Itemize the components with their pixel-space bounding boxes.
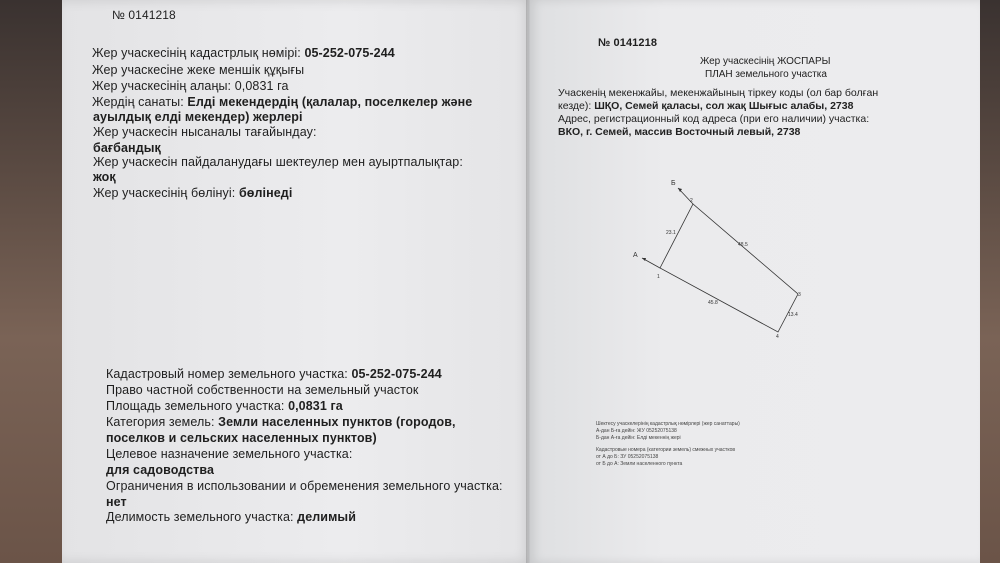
legend-kz-a-b: А-дан Б-ға дейін: ЖУ 05252075138 (596, 428, 677, 434)
legend-kz-b-a: Б-дан А-ға дейін: Елді мекеннің жері (596, 435, 681, 441)
kz-divisibility-line (93, 186, 292, 200)
point-b-label: Б (671, 180, 676, 187)
kz-right-line: Жер учаскесіне жеке меншік құқығы (92, 63, 305, 77)
legend-ru-a-b: от А до Б: ЗУ 05252075138 (596, 454, 659, 460)
ru-address-line (558, 126, 800, 138)
ru-area-label: Площадь земельного участка: (106, 399, 289, 413)
kz-cadastral-value: 05-252-075-244 (304, 46, 395, 60)
ru-purpose-value: для садоводства (106, 463, 215, 477)
ru-area-value: 0,0831 га (288, 399, 343, 413)
plan-title-ru: ПЛАН земельного участка (705, 69, 827, 80)
side-23-label: 48.5 (738, 242, 748, 248)
ru-restrictions-label: Ограничения в использовании и обременения земельного участка: (106, 479, 503, 493)
kz-category-value-2: ауылдық елді мекендер) жерлері (93, 110, 303, 124)
ru-divisibility-label: Делимость земельного участка: (106, 510, 298, 524)
side-34-label: 13.4 (788, 312, 798, 318)
ru-category-line-2 (106, 431, 377, 445)
land-plot-plan (620, 170, 820, 345)
ru-restrictions-value-line (106, 495, 127, 509)
kz-purpose-value-line (93, 141, 161, 155)
kz-area-line (92, 79, 289, 93)
kz-restrictions-value-line (93, 170, 116, 184)
ru-category-value-2: поселков и сельских населенных пунктов) (106, 431, 377, 445)
side-12-label: 23.1 (666, 230, 676, 236)
vertex-3-label: 3 (798, 292, 801, 298)
kz-restrictions-label: Жер учаскесін пайдаланудағы шектеулер мен ауыртпалықтар: (93, 155, 463, 169)
kz-category-value-1: Елді мекендердің (қалалар, поселкелер және (187, 95, 473, 109)
ru-divisibility-value: делимый (297, 510, 356, 524)
kz-divisibility-label: Жер учаскесінің бөлінуі: (93, 186, 239, 200)
legend-ru-b-a: от Б до А: Земли населенного пункта (596, 461, 683, 467)
plot-boundary (660, 204, 798, 332)
kz-area-label: Жер учаскесінің алаңы: (92, 79, 235, 93)
ru-address-label: Адрес, регистрационный код адреса (при его наличии) участка: (558, 113, 870, 125)
vertex-4-label: 4 (776, 334, 779, 340)
kz-address-label-1: Учаскенің мекенжайы, мекенжайының тіркеу коды (ол бар болған (558, 87, 879, 99)
plan-title-kz: Жер учаскесінің ЖОСПАРЫ (700, 56, 831, 67)
ru-address-value: ВКО, г. Семей, массив Восточный левый, 2738 (558, 126, 801, 138)
kz-category-line (92, 95, 472, 109)
kz-category-label: Жердің санаты: (92, 95, 188, 109)
kz-address-label-2: кезде): (558, 100, 595, 112)
document-number-right: № 0141218 (598, 37, 658, 49)
ru-category-line (106, 415, 456, 429)
kz-cadastral-line (92, 46, 395, 60)
arrow-a-head (642, 258, 646, 261)
vertex-2-label: 2 (690, 198, 693, 204)
ru-area-line (106, 399, 343, 413)
kz-cadastral-label: Жер учаскесінің кадастрлық нөмірі: (92, 46, 305, 60)
kz-divisibility-value: бөлінеді (238, 186, 293, 200)
document-number-left: № 0141218 (112, 8, 176, 22)
ru-purpose-value-line (106, 463, 214, 477)
ru-cadastral-line (106, 367, 442, 381)
side-41-label: 45.8 (708, 300, 718, 306)
page-fold (526, 0, 530, 563)
ru-category-value-1: Земли населенных пунктов (городов, (218, 415, 456, 429)
kz-address-line (558, 100, 853, 112)
kz-category-line-2 (93, 110, 303, 124)
ru-divisibility-line (106, 510, 356, 524)
ru-purpose-label: Целевое назначение земельного участка: (106, 447, 353, 461)
kz-purpose-label: Жер учаскесін нысаналы тағайындау: (93, 125, 317, 139)
vertex-1-label: 1 (657, 274, 660, 280)
kz-restrictions-value: жоқ (93, 170, 116, 184)
ru-category-label: Категория земель: (106, 415, 219, 429)
legend-kz-header: Шектесу учаскелерінің кадастрлық нөмірлері (жер санаттары) (596, 421, 740, 427)
ru-cadastral-value: 05-252-075-244 (351, 367, 442, 381)
point-a-label: А (633, 252, 638, 259)
ru-cadastral-label: Кадастровый номер земельного участка: (106, 367, 352, 381)
ru-restrictions-value: нет (106, 495, 127, 509)
ru-right-line: Право частной собственности на земельный участок (106, 383, 419, 397)
legend-ru-header: Кадастровые номера (категории земель) смежных участков (596, 447, 736, 453)
kz-address-value: ШҚО, Семей қаласы, сол жақ Шығыс алабы, 2738 (594, 100, 854, 112)
kz-purpose-value: бағбандық (93, 141, 161, 155)
kz-area-value: 0,0831 га (234, 79, 289, 93)
